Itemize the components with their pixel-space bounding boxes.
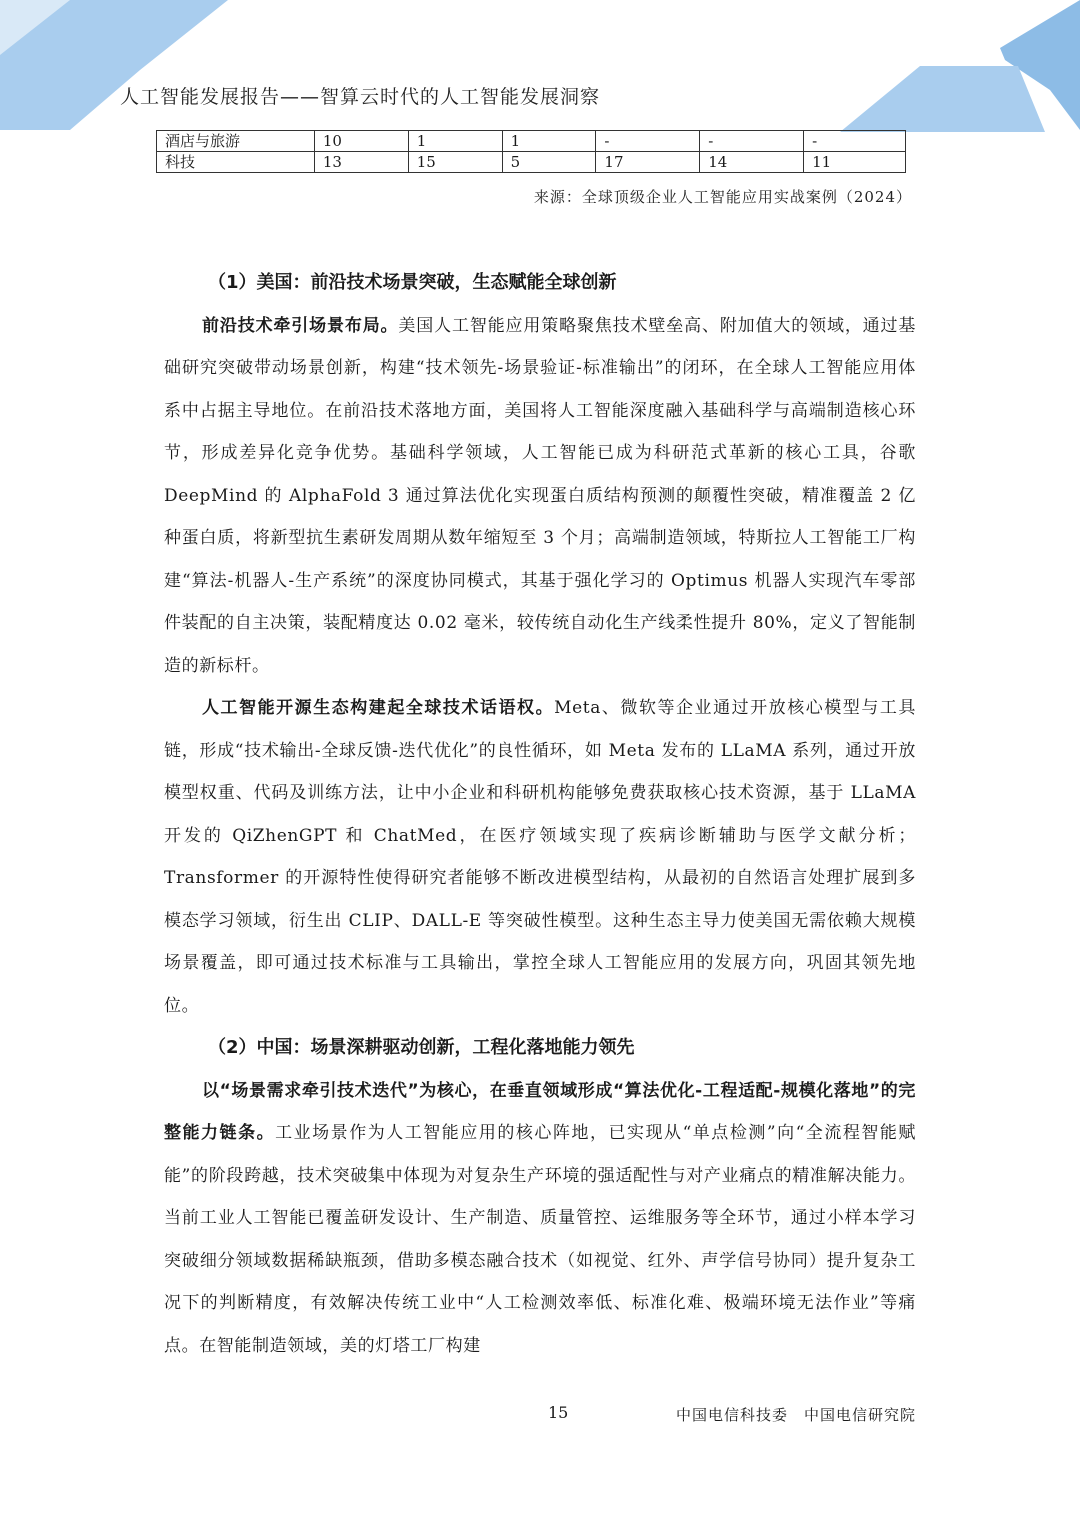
table-row <box>157 152 906 173</box>
table-cell: - <box>596 131 700 152</box>
page-number: 15 <box>548 1403 569 1422</box>
table-cell: - <box>804 131 906 152</box>
table-cell: 5 <box>502 152 596 173</box>
table-cell: 17 <box>596 152 700 173</box>
main-content <box>164 262 916 1367</box>
paragraph-lead: 人工智能开源生态构建起全球技术话语权。 <box>202 698 555 718</box>
running-title: 人工智能发展报告——智算云时代的人工智能发展洞察 <box>120 86 601 108</box>
table-cell: 14 <box>700 152 804 173</box>
table-cell: 酒店与旅游 <box>157 131 315 152</box>
paragraph-body: 工业场景作为人工智能应用的核心阵地，已实现从“单点检测”向“全流程智能赋能”的阶段跨越，技术突破集中体现为对复杂生产环境的强适配性与对产业痛点的精准解决能力。当前工业人工智能已覆盖研发设计、生产制造、质量管控、运维服务等全环节，通过小样本学习突破细分领域数据稀缺瓶颈，借助多模态融合技术（如视觉、红外、声学信号协同）提升复杂工况下的判断精度，有效解决传统工业中“人工检测效率低、标准化难、极端环境无法作业”等痛点。在智能制造领域，美的灯塔工厂构建 <box>164 1123 916 1356</box>
top-left-decoration <box>0 0 230 135</box>
paragraph <box>164 1070 916 1368</box>
table-cell: 11 <box>804 152 906 173</box>
section-heading-us: （1）美国：前沿技术场景突破，生态赋能全球创新 <box>208 272 617 293</box>
paragraph-lead: 以“场景需求牵引技术迭代”为核心，在垂直领域形成“算法优化-工程适配-规模化落地”的完整能力链条。 <box>164 1080 916 1143</box>
table-cell: 13 <box>314 152 408 173</box>
top-right-decoration <box>840 0 1080 135</box>
table-cell: 1 <box>502 131 596 152</box>
data-table <box>156 130 906 173</box>
paragraph <box>164 305 916 688</box>
paragraph <box>164 687 916 1027</box>
table-cell: 科技 <box>157 152 315 173</box>
table-cell: 1 <box>408 131 502 152</box>
footer-organizations: 中国电信科技委 中国电信研究院 <box>675 1406 916 1424</box>
table-cell: 15 <box>408 152 502 173</box>
table-cell: - <box>700 131 804 152</box>
table-row <box>157 131 906 152</box>
source-note: 来源：全球顶级企业人工智能应用实战案例（2024） <box>533 188 912 206</box>
table-cell: 10 <box>314 131 408 152</box>
paragraph-lead: 前沿技术牵引场景布局。 <box>202 315 399 336</box>
section-heading-cn: （2）中国：场景深耕驱动创新，工程化落地能力领先 <box>208 1037 635 1058</box>
paragraph-body: Meta、微软等企业通过开放核心模型与工具链，形成“技术输出-全球反馈-迭代优化”的良性循环，如 Meta 发布的 LLaMA 系列，通过开放模型权重、代码及训练方法，让中小企业和科研机构能够免费获取核心技术资源，基于 LLaMA 开发的 QiZhenGPT 和 ChatMed，在医疗领域实现了疾病诊断辅助与医学文献分析；Transformer 的开源特性使得研究者能够不断改进模型结构，从最初的自然语言处理扩展到多模态学习领域，衍生出 CLIP、DALL-E 等突破性模型。这种生态主导力使美国无需依赖大规模场景覆盖，即可通过技术标准与工具输出，掌控全球人工智能应用的发展方向，巩固其领先地位。 <box>164 698 916 1016</box>
paragraph-body: 美国人工智能应用策略聚焦技术壁垒高、附加值大的领域，通过基础研究突破带动场景创新，构建“技术领先-场景验证-标准输出”的闭环，在全球人工智能应用体系中占据主导地位。在前沿技术落地方面，美国将人工智能深度融入基础科学与高端制造核心环节，形成差异化竞争优势。基础科学领域，人工智能已成为科研范式革新的核心工具，谷歌 DeepMind 的 AlphaFold 3 通过算法优化实现蛋白质结构预测的颠覆性突破，精准覆盖 2 亿种蛋白质，将新型抗生素研发周期从数年缩短至 3 个月；高端制造领域，特斯拉人工智能工厂构建“算法-机器人-生产系统”的深度协同模式，其基于强化学习的 Optimus 机器人实现汽车零部件装配的自主决策，装配精度达 0.02 毫米，较传统自动化生产线柔性提升 80%，定义了智能制造的新标杆。 <box>164 315 916 676</box>
